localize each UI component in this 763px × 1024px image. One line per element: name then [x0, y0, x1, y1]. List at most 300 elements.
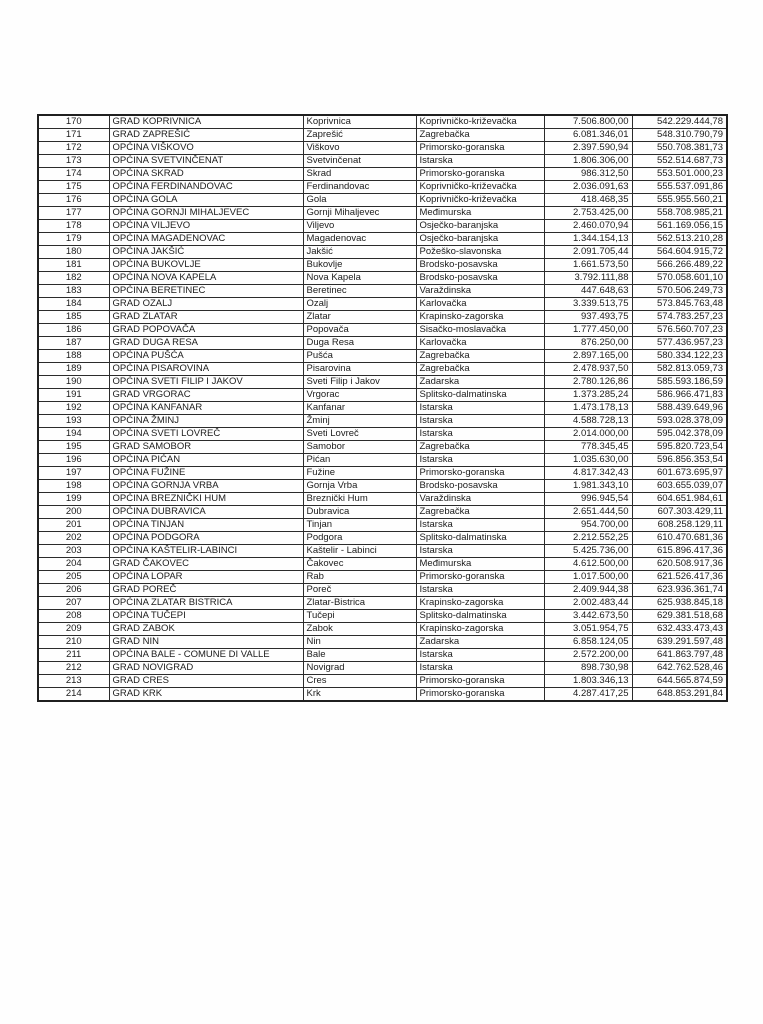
row-number-cell: 177: [38, 207, 109, 220]
row-number-cell: 195: [38, 441, 109, 454]
county-cell: Međimurska: [416, 207, 544, 220]
municipality-name-cell: OPĆINA NOVA KAPELA: [109, 272, 303, 285]
county-cell: Istarska: [416, 519, 544, 532]
cumulative-amount-cell: 550.708.381,73: [632, 142, 727, 155]
cumulative-amount-cell: 639.291.597,48: [632, 636, 727, 649]
row-number-cell: 207: [38, 597, 109, 610]
table-row: [38, 298, 727, 311]
cumulative-amount-cell: 542.229.444,78: [632, 115, 727, 129]
town-cell: Kanfanar: [303, 402, 416, 415]
table-row: [38, 324, 727, 337]
municipality-name-cell: OPĆINA ŽMINJ: [109, 415, 303, 428]
town-cell: Žminj: [303, 415, 416, 428]
town-cell: Popovača: [303, 324, 416, 337]
cumulative-amount-cell: 555.955.560,21: [632, 194, 727, 207]
county-cell: Zadarska: [416, 636, 544, 649]
municipality-name-cell: OPĆINA SVETI FILIP I JAKOV: [109, 376, 303, 389]
amount-cell: 986.312,50: [544, 168, 632, 181]
town-cell: Samobor: [303, 441, 416, 454]
county-cell: Primorsko-goranska: [416, 467, 544, 480]
table-row: [38, 311, 727, 324]
table-row: [38, 532, 727, 545]
table-row: [38, 389, 727, 402]
amount-cell: 6.081.346,01: [544, 129, 632, 142]
amount-cell: 2.002.483,44: [544, 597, 632, 610]
town-cell: Viškovo: [303, 142, 416, 155]
cumulative-amount-cell: 644.565.874,59: [632, 675, 727, 688]
cumulative-amount-cell: 566.266.489,22: [632, 259, 727, 272]
table-row: [38, 337, 727, 350]
town-cell: Zlatar-Bistrica: [303, 597, 416, 610]
amount-cell: 1.035.630,00: [544, 454, 632, 467]
row-number-cell: 197: [38, 467, 109, 480]
row-number-cell: 189: [38, 363, 109, 376]
cumulative-amount-cell: 620.508.917,36: [632, 558, 727, 571]
amount-cell: 418.468,35: [544, 194, 632, 207]
municipality-name-cell: GRAD ZABOK: [109, 623, 303, 636]
amount-cell: 6.858.124,05: [544, 636, 632, 649]
county-cell: Koprivničko-križevačka: [416, 181, 544, 194]
county-cell: Zagrebačka: [416, 363, 544, 376]
amount-cell: 2.478.937,50: [544, 363, 632, 376]
county-cell: Istarska: [416, 649, 544, 662]
table-row: [38, 181, 727, 194]
cumulative-amount-cell: 562.513.210,28: [632, 233, 727, 246]
row-number-cell: 182: [38, 272, 109, 285]
row-number-cell: 205: [38, 571, 109, 584]
town-cell: Breznički Hum: [303, 493, 416, 506]
table-row: [38, 376, 727, 389]
cumulative-amount-cell: 596.856.353,54: [632, 454, 727, 467]
table-row: [38, 597, 727, 610]
town-cell: Gornji Mihaljevec: [303, 207, 416, 220]
county-cell: Istarska: [416, 415, 544, 428]
cumulative-amount-cell: 586.966.471,83: [632, 389, 727, 402]
county-cell: Istarska: [416, 454, 544, 467]
municipality-name-cell: GRAD KRK: [109, 688, 303, 702]
town-cell: Pisarovina: [303, 363, 416, 376]
town-cell: Rab: [303, 571, 416, 584]
county-cell: Osječko-baranjska: [416, 233, 544, 246]
municipality-name-cell: OPĆINA TINJAN: [109, 519, 303, 532]
table-row: [38, 233, 727, 246]
town-cell: Magadenovac: [303, 233, 416, 246]
town-cell: Čakovec: [303, 558, 416, 571]
municipality-name-cell: OPĆINA GORNJI MIHALJEVEC: [109, 207, 303, 220]
county-cell: Zagrebačka: [416, 350, 544, 363]
cumulative-amount-cell: 553.501.000,23: [632, 168, 727, 181]
table-row: [38, 428, 727, 441]
municipality-name-cell: OPĆINA GOLA: [109, 194, 303, 207]
cumulative-amount-cell: 632.433.473,43: [632, 623, 727, 636]
amount-cell: 5.425.736,00: [544, 545, 632, 558]
town-cell: Krk: [303, 688, 416, 702]
town-cell: Duga Resa: [303, 337, 416, 350]
row-number-cell: 187: [38, 337, 109, 350]
row-number-cell: 190: [38, 376, 109, 389]
amount-cell: 2.397.590,94: [544, 142, 632, 155]
table-row: [38, 129, 727, 142]
table-row: [38, 506, 727, 519]
table-row: [38, 142, 727, 155]
municipality-name-cell: OPĆINA BUKOVLJE: [109, 259, 303, 272]
row-number-cell: 171: [38, 129, 109, 142]
row-number-cell: 179: [38, 233, 109, 246]
row-number-cell: 191: [38, 389, 109, 402]
table-row: [38, 480, 727, 493]
amount-cell: 778.345,45: [544, 441, 632, 454]
cumulative-amount-cell: 561.169.056,15: [632, 220, 727, 233]
table-row: [38, 259, 727, 272]
row-number-cell: 181: [38, 259, 109, 272]
amount-cell: 3.792.111,88: [544, 272, 632, 285]
town-cell: Skrad: [303, 168, 416, 181]
table-row: [38, 350, 727, 363]
amount-cell: 1.473.178,13: [544, 402, 632, 415]
municipality-name-cell: OPĆINA TUČEPI: [109, 610, 303, 623]
row-number-cell: 174: [38, 168, 109, 181]
town-cell: Sveti Lovreč: [303, 428, 416, 441]
table-row: [38, 155, 727, 168]
amount-cell: 2.897.165,00: [544, 350, 632, 363]
municipality-name-cell: OPĆINA PIĆAN: [109, 454, 303, 467]
town-cell: Novigrad: [303, 662, 416, 675]
county-cell: Primorsko-goranska: [416, 688, 544, 702]
cumulative-amount-cell: 595.042.378,09: [632, 428, 727, 441]
row-number-cell: 206: [38, 584, 109, 597]
town-cell: Vrgorac: [303, 389, 416, 402]
cumulative-amount-cell: 577.436.957,23: [632, 337, 727, 350]
cumulative-amount-cell: 615.896.417,36: [632, 545, 727, 558]
row-number-cell: 175: [38, 181, 109, 194]
municipality-name-cell: OPĆINA PODGORA: [109, 532, 303, 545]
row-number-cell: 194: [38, 428, 109, 441]
county-cell: Zadarska: [416, 376, 544, 389]
table-row: [38, 207, 727, 220]
table-row: [38, 115, 727, 129]
table-row: [38, 675, 727, 688]
cumulative-amount-cell: 552.514.687,73: [632, 155, 727, 168]
municipality-name-cell: OPĆINA FERDINANDOVAC: [109, 181, 303, 194]
county-cell: Zagrebačka: [416, 441, 544, 454]
cumulative-amount-cell: 601.673.695,97: [632, 467, 727, 480]
row-number-cell: 199: [38, 493, 109, 506]
amount-cell: 2.651.444,50: [544, 506, 632, 519]
cumulative-amount-cell: 582.813.059,73: [632, 363, 727, 376]
row-number-cell: 198: [38, 480, 109, 493]
county-cell: Krapinsko-zagorska: [416, 597, 544, 610]
row-number-cell: 192: [38, 402, 109, 415]
county-cell: Međimurska: [416, 558, 544, 571]
amount-cell: 2.409.944,38: [544, 584, 632, 597]
amount-cell: 1.661.573,50: [544, 259, 632, 272]
amount-cell: 2.460.070,94: [544, 220, 632, 233]
municipality-name-cell: GRAD ZLATAR: [109, 311, 303, 324]
town-cell: Koprivnica: [303, 115, 416, 129]
table-row: [38, 246, 727, 259]
table-row: [38, 168, 727, 181]
cumulative-amount-cell: 621.526.417,36: [632, 571, 727, 584]
county-cell: Brodsko-posavska: [416, 272, 544, 285]
cumulative-amount-cell: 580.334.122,23: [632, 350, 727, 363]
amount-cell: 2.780.126,86: [544, 376, 632, 389]
municipality-name-cell: GRAD VRGORAC: [109, 389, 303, 402]
town-cell: Beretinec: [303, 285, 416, 298]
cumulative-amount-cell: 648.853.291,84: [632, 688, 727, 702]
row-number-cell: 184: [38, 298, 109, 311]
municipality-name-cell: OPĆINA BREZNIČKI HUM: [109, 493, 303, 506]
municipality-name-cell: OPĆINA GORNJA VRBA: [109, 480, 303, 493]
municipality-name-cell: OPĆINA DUBRAVICA: [109, 506, 303, 519]
town-cell: Zaprešić: [303, 129, 416, 142]
cumulative-amount-cell: 573.845.763,48: [632, 298, 727, 311]
amount-cell: 2.753.425,00: [544, 207, 632, 220]
town-cell: Ozalj: [303, 298, 416, 311]
county-cell: Istarska: [416, 155, 544, 168]
row-number-cell: 176: [38, 194, 109, 207]
county-cell: Istarska: [416, 662, 544, 675]
amount-cell: 1.373.285,24: [544, 389, 632, 402]
table-row: [38, 662, 727, 675]
municipalities-table: [37, 114, 728, 702]
cumulative-amount-cell: 548.310.790,79: [632, 129, 727, 142]
table-row: [38, 194, 727, 207]
row-number-cell: 180: [38, 246, 109, 259]
cumulative-amount-cell: 570.506.249,73: [632, 285, 727, 298]
table-row: [38, 688, 727, 702]
table-row: [38, 623, 727, 636]
county-cell: Brodsko-posavska: [416, 259, 544, 272]
town-cell: Fužine: [303, 467, 416, 480]
row-number-cell: 213: [38, 675, 109, 688]
cumulative-amount-cell: 558.708.985,21: [632, 207, 727, 220]
amount-cell: 3.051.954,75: [544, 623, 632, 636]
table-row: [38, 649, 727, 662]
table-row: [38, 454, 727, 467]
municipality-name-cell: OPĆINA JAKŠIĆ: [109, 246, 303, 259]
cumulative-amount-cell: 607.303.429,11: [632, 506, 727, 519]
cumulative-amount-cell: 574.783.257,23: [632, 311, 727, 324]
town-cell: Svetvinčenat: [303, 155, 416, 168]
county-cell: Splitsko-dalmatinska: [416, 532, 544, 545]
town-cell: Zabok: [303, 623, 416, 636]
county-cell: Istarska: [416, 428, 544, 441]
municipality-name-cell: OPĆINA LOPAR: [109, 571, 303, 584]
row-number-cell: 178: [38, 220, 109, 233]
town-cell: Viljevo: [303, 220, 416, 233]
amount-cell: 447.648,63: [544, 285, 632, 298]
amount-cell: 2.212.552,25: [544, 532, 632, 545]
municipality-name-cell: OPĆINA BERETINEC: [109, 285, 303, 298]
amount-cell: 4.588.728,13: [544, 415, 632, 428]
county-cell: Zagrebačka: [416, 129, 544, 142]
county-cell: Primorsko-goranska: [416, 142, 544, 155]
amount-cell: 996.945,54: [544, 493, 632, 506]
row-number-cell: 210: [38, 636, 109, 649]
cumulative-amount-cell: 608.258.129,11: [632, 519, 727, 532]
amount-cell: 4.287.417,25: [544, 688, 632, 702]
town-cell: Tinjan: [303, 519, 416, 532]
municipality-name-cell: OPĆINA KAŠTELIR-LABINCI: [109, 545, 303, 558]
municipality-name-cell: OPĆINA SVETVINČENAT: [109, 155, 303, 168]
amount-cell: 1.806.306,00: [544, 155, 632, 168]
table-row: [38, 519, 727, 532]
county-cell: Primorsko-goranska: [416, 675, 544, 688]
municipality-name-cell: GRAD KOPRIVNICA: [109, 115, 303, 129]
amount-cell: 4.612.500,00: [544, 558, 632, 571]
amount-cell: 2.091.705,44: [544, 246, 632, 259]
municipality-name-cell: GRAD ZAPREŠIĆ: [109, 129, 303, 142]
row-number-cell: 196: [38, 454, 109, 467]
row-number-cell: 170: [38, 115, 109, 129]
cumulative-amount-cell: 593.028.378,09: [632, 415, 727, 428]
amount-cell: 1.777.450,00: [544, 324, 632, 337]
table-row: [38, 493, 727, 506]
town-cell: Nin: [303, 636, 416, 649]
cumulative-amount-cell: 570.058.601,10: [632, 272, 727, 285]
county-cell: Požeško-slavonska: [416, 246, 544, 259]
municipality-name-cell: OPĆINA KANFANAR: [109, 402, 303, 415]
amount-cell: 898.730,98: [544, 662, 632, 675]
county-cell: Karlovačka: [416, 298, 544, 311]
amount-cell: 876.250,00: [544, 337, 632, 350]
cumulative-amount-cell: 641.863.797,48: [632, 649, 727, 662]
row-number-cell: 204: [38, 558, 109, 571]
county-cell: Krapinsko-zagorska: [416, 311, 544, 324]
amount-cell: 937.493,75: [544, 311, 632, 324]
cumulative-amount-cell: 623.936.361,74: [632, 584, 727, 597]
municipality-name-cell: GRAD CRES: [109, 675, 303, 688]
town-cell: Bale: [303, 649, 416, 662]
row-number-cell: 203: [38, 545, 109, 558]
municipality-name-cell: OPĆINA PUŠĆA: [109, 350, 303, 363]
row-number-cell: 188: [38, 350, 109, 363]
municipality-name-cell: OPĆINA MAGADENOVAC: [109, 233, 303, 246]
cumulative-amount-cell: 642.762.528,46: [632, 662, 727, 675]
town-cell: Sveti Filip i Jakov: [303, 376, 416, 389]
county-cell: Koprivničko-križevačka: [416, 194, 544, 207]
municipality-name-cell: OPĆINA VIŠKOVO: [109, 142, 303, 155]
amount-cell: 1.981.343,10: [544, 480, 632, 493]
municipality-name-cell: OPĆINA BALE - COMUNE DI VALLE: [109, 649, 303, 662]
town-cell: Podgora: [303, 532, 416, 545]
town-cell: Poreč: [303, 584, 416, 597]
municipalities-table-body: [38, 115, 727, 701]
amount-cell: 954.700,00: [544, 519, 632, 532]
cumulative-amount-cell: 564.604.915,72: [632, 246, 727, 259]
table-row: [38, 610, 727, 623]
municipality-name-cell: GRAD NOVIGRAD: [109, 662, 303, 675]
row-number-cell: 200: [38, 506, 109, 519]
row-number-cell: 211: [38, 649, 109, 662]
county-cell: Istarska: [416, 402, 544, 415]
cumulative-amount-cell: 588.439.649,96: [632, 402, 727, 415]
county-cell: Koprivničko-križevačka: [416, 115, 544, 129]
row-number-cell: 212: [38, 662, 109, 675]
municipality-name-cell: GRAD ČAKOVEC: [109, 558, 303, 571]
amount-cell: 2.572.200,00: [544, 649, 632, 662]
row-number-cell: 172: [38, 142, 109, 155]
cumulative-amount-cell: 603.655.039,07: [632, 480, 727, 493]
town-cell: Jakšić: [303, 246, 416, 259]
county-cell: Krapinsko-zagorska: [416, 623, 544, 636]
table-row: [38, 584, 727, 597]
cumulative-amount-cell: 604.651.984,61: [632, 493, 727, 506]
table-row: [38, 285, 727, 298]
table-row: [38, 363, 727, 376]
row-number-cell: 193: [38, 415, 109, 428]
county-cell: Splitsko-dalmatinska: [416, 610, 544, 623]
table-row: [38, 402, 727, 415]
cumulative-amount-cell: 610.470.681,36: [632, 532, 727, 545]
row-number-cell: 173: [38, 155, 109, 168]
town-cell: Tučepi: [303, 610, 416, 623]
county-cell: Istarska: [416, 584, 544, 597]
table-row: [38, 272, 727, 285]
row-number-cell: 185: [38, 311, 109, 324]
amount-cell: 7.506.800,00: [544, 115, 632, 129]
amount-cell: 3.339.513,75: [544, 298, 632, 311]
town-cell: Cres: [303, 675, 416, 688]
row-number-cell: 186: [38, 324, 109, 337]
table-row: [38, 220, 727, 233]
municipality-name-cell: GRAD POPOVAČA: [109, 324, 303, 337]
town-cell: Pićan: [303, 454, 416, 467]
town-cell: Ferdinandovac: [303, 181, 416, 194]
cumulative-amount-cell: 576.560.707,23: [632, 324, 727, 337]
municipality-name-cell: GRAD OZALJ: [109, 298, 303, 311]
county-cell: Karlovačka: [416, 337, 544, 350]
row-number-cell: 208: [38, 610, 109, 623]
county-cell: Sisačko-moslavačka: [416, 324, 544, 337]
table-row: [38, 545, 727, 558]
amount-cell: 1.344.154,13: [544, 233, 632, 246]
town-cell: Dubravica: [303, 506, 416, 519]
town-cell: Kaštelir - Labinci: [303, 545, 416, 558]
town-cell: Gornja Vrba: [303, 480, 416, 493]
amount-cell: 1.017.500,00: [544, 571, 632, 584]
row-number-cell: 201: [38, 519, 109, 532]
county-cell: Primorsko-goranska: [416, 571, 544, 584]
cumulative-amount-cell: 625.938.845,18: [632, 597, 727, 610]
cumulative-amount-cell: 629.381.518,68: [632, 610, 727, 623]
municipality-name-cell: GRAD NIN: [109, 636, 303, 649]
row-number-cell: 214: [38, 688, 109, 702]
town-cell: Pušća: [303, 350, 416, 363]
county-cell: Varaždinska: [416, 285, 544, 298]
town-cell: Zlatar: [303, 311, 416, 324]
cumulative-amount-cell: 555.537.091,86: [632, 181, 727, 194]
municipality-name-cell: GRAD POREČ: [109, 584, 303, 597]
town-cell: Gola: [303, 194, 416, 207]
municipality-name-cell: OPĆINA FUŽINE: [109, 467, 303, 480]
municipality-name-cell: GRAD DUGA RESA: [109, 337, 303, 350]
town-cell: Bukovlje: [303, 259, 416, 272]
table-row: [38, 441, 727, 454]
table-row: [38, 636, 727, 649]
amount-cell: 3.442.673,50: [544, 610, 632, 623]
amount-cell: 1.803.346,13: [544, 675, 632, 688]
cumulative-amount-cell: 585.593.186,59: [632, 376, 727, 389]
amount-cell: 4.817.342,43: [544, 467, 632, 480]
table-row: [38, 467, 727, 480]
county-cell: Osječko-baranjska: [416, 220, 544, 233]
municipality-name-cell: OPĆINA ZLATAR BISTRICA: [109, 597, 303, 610]
county-cell: Primorsko-goranska: [416, 168, 544, 181]
table-row: [38, 558, 727, 571]
county-cell: Istarska: [416, 545, 544, 558]
county-cell: Brodsko-posavska: [416, 480, 544, 493]
